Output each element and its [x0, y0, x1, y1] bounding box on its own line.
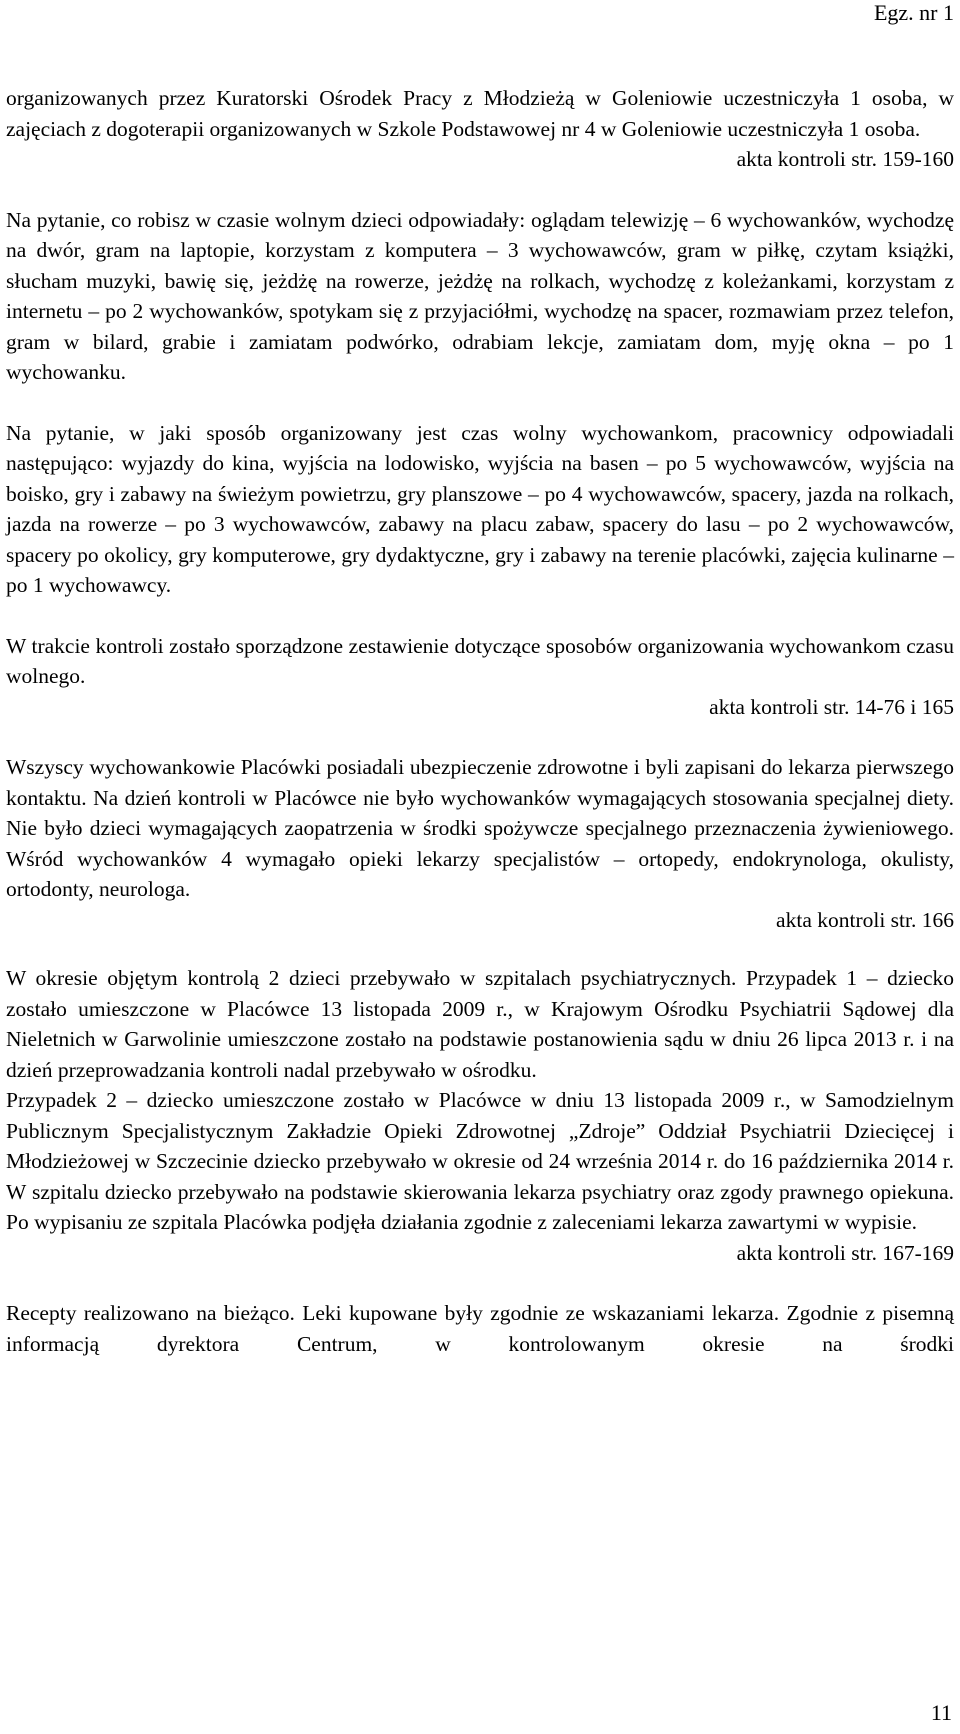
paragraph-free-time-staff: Na pytanie, w jaki sposób organizowany jest czas wolny wychowankom, pracownicy odpowiadali następująco: wyjazdy do kina, wyjścia na lodowisko, wyjścia na basen – po 5 wychowawców, wyjścia na boisko, gry i zabawy na świeżym powietrzu, gry planszowe – po 4 wychowawców, spacery, jazda na rolkach, jazda na rowerze – po 3 wychowawców, zabawy na placu zabaw, spacery do lasu – po 2 wychowawców, spacery po okolicy, gry komputerowe, gry dydaktyczne, gry i zabawy na terenie placówki, zajęcia kulinarne – po 1 wychowawcy. [6, 420, 954, 597]
paragraph-free-time-children: Na pytanie, co robisz w czasie wolnym dzieci odpowiadały: oglądam telewizję – 6 wychowanków, wychodzę na dwór, gram na laptopie, korzystam z komputera – 3 wychowawców, gram w piłkę, czytam książki, słucham muzyki, bawię się, jeżdżę na rowerze, jeżdżę na rolkach, wychodzę z koleżankami, korzystam z internetu – po 2 wychowanków, spotykam się z przyjaciółmi, wychodzę na spacer, rozmawiam przez telefon, gram w bilard, grabie i zamiatam podwórko, odrabiam lekcje, zamiatam dom, myję okna – po 1 wychowanku. [6, 207, 954, 384]
copy-number-header: Egz. nr 1 [873, 0, 954, 25]
paragraph-prescriptions: Recepty realizowano na bieżąco. Leki kupowane były zgodnie ze wskazaniami lekarza. Zgodnie z pisemną informacją dyrektora Centrum, w kontrolowanym okresie na środki [6, 1301, 954, 1356]
reference-14-76-165: akta kontroli str. 14-76 i 165 [709, 694, 954, 719]
paragraph-health-insurance: Wszyscy wychowankowie Placówki posiadali ubezpieczenie zdrowotne i byli zapisani do lekarza pierwszego kontaktu. Na dzień kontroli w Placówce nie było wychowanków wymagających stosowania specjalnej diety. Nie było dzieci wymagających zaopatrzenia w środki spożywcze specjalnego przeznaczenia żywieniowego. Wśród wychowanków 4 wymagało opieki lekarzy specjalistów – ortopedy, endokrynologa, okulisty, ortodonty, neurologa. [6, 755, 954, 901]
paragraph-psychiatric-case-1: W okresie objętym kontrolą 2 dzieci przebywało w szpitalach psychiatrycznych. Przypadek 1 – dziecko zostało umieszczone w Placówce 13 listopada 2009 r., w Krajowym Ośrodku Psychiatrii Sądowej dla Nieletnich w Garwolinie umieszczone zostało na podstawie postanowienia sądu w dniu 26 lipca 2013 r. i na dzień przeprowadzania kontroli nadal przebywało w ośrodku. [6, 966, 954, 1082]
paragraph-dogoterapia: organizowanych przez Kuratorski Ośrodek Pracy z Młodzieżą w Goleniowie uczestniczyła 1 osoba, w zajęciach z dogoterapii organizowanych w Szkole Podstawowej nr 4 w Goleniowie uczestniczyła 1 osoba. [6, 86, 954, 141]
paragraph-summary-note: W trakcie kontroli zostało sporządzone zestawienie dotyczące sposobów organizowania wychowankom czasu wolnego. [6, 633, 954, 688]
reference-159-160: akta kontroli str. 159-160 [736, 147, 954, 171]
reference-167-169: akta kontroli str. 167-169 [736, 1240, 954, 1265]
page-number: 11 [930, 1700, 952, 1725]
document-body [6, 83, 954, 1359]
reference-166: akta kontroli str. 166 [776, 907, 954, 932]
paragraph-psychiatric-case-2: Przypadek 2 – dziecko umieszczone zostało w Placówce w dniu 13 listopada 2009 r., w Samodzielnym Publicznym Specjalistycznym Zakładzie Opieki Zdrowotnej „Zdroje” Oddział Psychiatrii Dziecięcej i Młodzieżowej w Szczecinie dziecko przebywało w okresie od 24 września 2014 r. do 16 października 2014 r. W szpitalu dziecko przebywało na podstawie skierowania lekarza psychiatry oraz zgody prawnego opiekuna. Po wypisaniu ze szpitala Placówka podjęła działania zgodnie z zaleceniami lekarza zawartymi w wypisie. [6, 1088, 954, 1234]
